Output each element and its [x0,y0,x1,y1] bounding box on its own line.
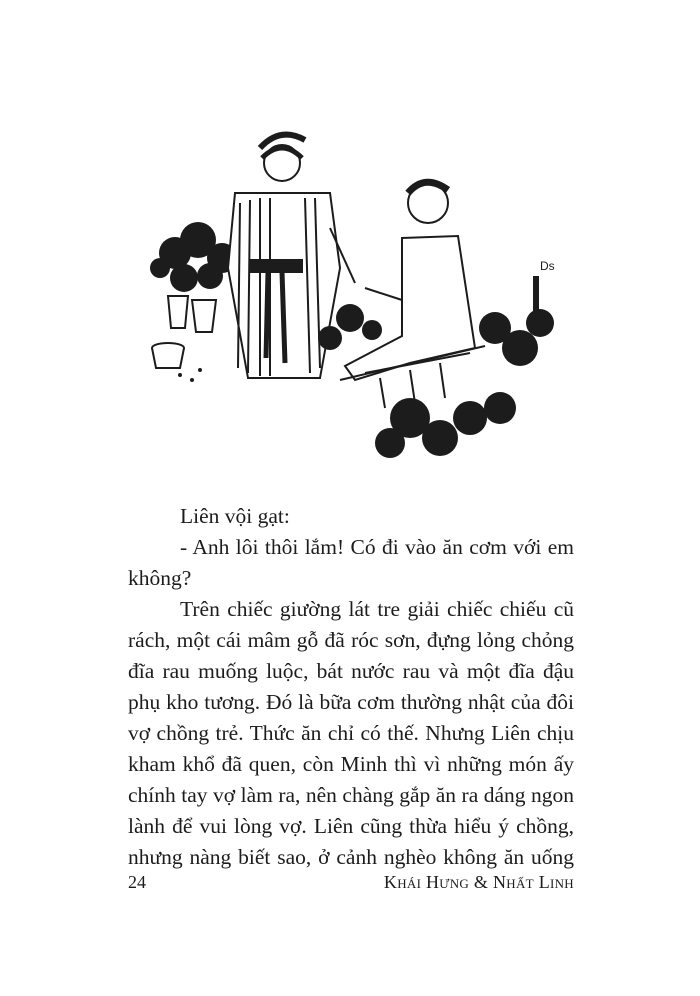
illustration [140,118,570,468]
text-line: nhưng nàng biết sao, ở cảnh nghèo không ăn uống [128,845,574,869]
text-line: chính tay vợ làm ra, nên chàng gắp ăn ra dáng ngon [128,783,574,807]
running-title: Khái Hưng & Nhất Linh [383,872,574,892]
man-figure [340,182,485,380]
illustrator-signature: Ds [540,259,555,273]
text-line: - Anh lôi thôi lắm! Có đi vào ăn cơm với em [180,535,574,559]
text-line: kham khổ đã quen, còn Minh thì vì những món ấy [128,752,574,776]
text-line: lành để vui lòng vợ. Liên cũng thừa hiểu ý chồng, [128,814,574,838]
body-text [128,501,574,873]
left-flower-pots [150,222,237,382]
text-line: vợ chồng trẻ. Thức ăn chỉ có thế. Nhưng Liên chịu [128,721,574,745]
text-line: không? [128,566,192,590]
text-line: Liên vội gạt: [180,504,290,528]
text-line: Trên chiếc giường lát tre giải chiếc chiếu cũ [180,597,574,621]
text-line: đĩa rau muống luộc, bát nước rau và một đĩa đậu [128,659,574,683]
page-number: 24 [128,872,146,892]
text-line: phụ kho tương. Đó là bữa cơm thường nhật của đôi [128,690,574,714]
text-line: rách, một cái mâm gỗ đã róc sơn, đựng lỏng chỏng [128,628,574,652]
